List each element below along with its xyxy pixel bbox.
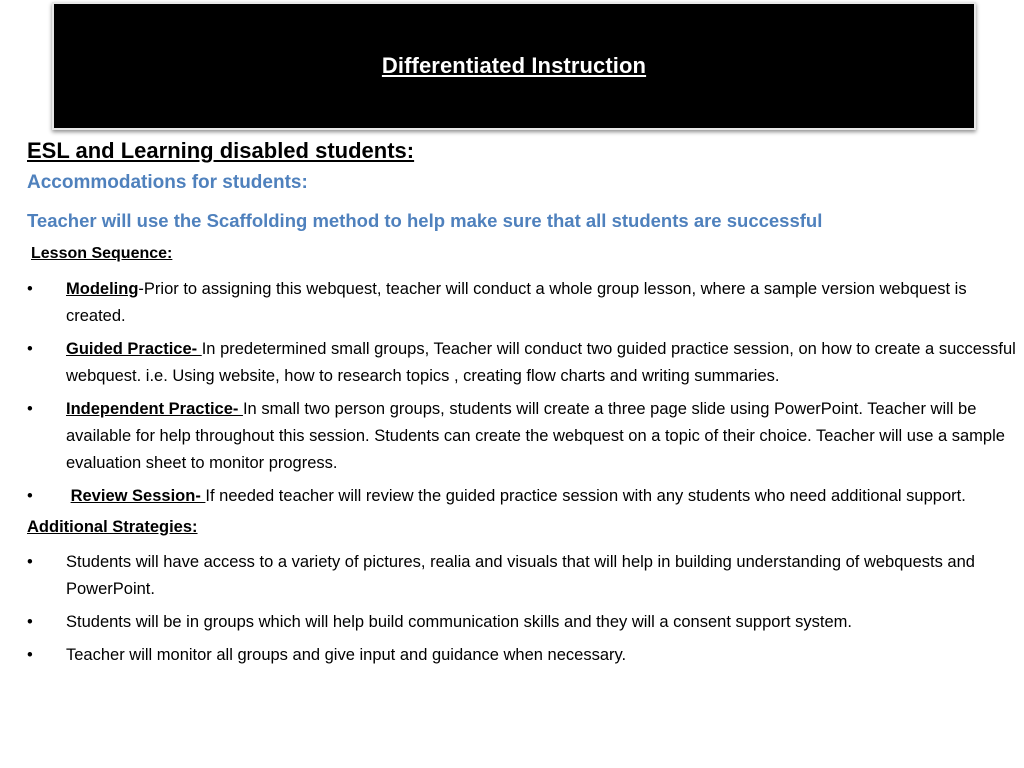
term-modeling: Modeling: [66, 280, 139, 298]
accommodations-heading: Accommodations for students:: [27, 172, 308, 193]
term-review-session: Review Session-: [70, 487, 206, 505]
list-item: [27, 609, 1017, 636]
item-text: Students will be in groups which will help build communication skills and they will a consent support system.: [66, 613, 852, 631]
list-item: [27, 396, 1017, 477]
term-independent-practice: Independent Practice-: [66, 400, 243, 418]
lesson-sequence-list: [27, 276, 1017, 510]
title-banner: [52, 2, 976, 130]
additional-strategies-label: Additional Strategies:: [27, 518, 198, 536]
bullet: •: [27, 487, 33, 505]
item-text: Teacher will monitor all groups and give input and guidance when necessary.: [66, 646, 627, 664]
additional-strategies-list: [27, 549, 1017, 669]
slide-title: Differentiated Instruction: [381, 53, 647, 78]
item-text: Students will have access to a variety of pictures, realia and visuals that will help in building understanding of webquests and PowerPoint.: [66, 553, 975, 598]
slide-content: [27, 136, 1017, 675]
bullet: •: [27, 340, 33, 358]
bullet: •: [27, 553, 33, 571]
scaffolding-heading: Teacher will use the Scaffolding method to help make sure that all students are successful: [27, 210, 823, 231]
list-item: [27, 276, 1017, 330]
bullet: •: [27, 400, 33, 418]
term-guided-practice: Guided Practice-: [66, 340, 202, 358]
item-text: If needed teacher will review the guided practice session with any students who need additional support.: [205, 487, 966, 505]
bullet: •: [27, 613, 33, 631]
item-text: In small two person groups, students will create a three page slide using PowerPoint. Teacher will be available for help throughout this session. Students can create the webquest on a topic of their choice. Teacher will use a sample evaluation sheet to monitor progress.: [66, 400, 1005, 472]
bullet: •: [27, 646, 33, 664]
lesson-sequence-label: [27, 243, 1017, 276]
main-heading: ESL and Learning disabled students:: [27, 138, 415, 163]
lesson-sequence-text: Lesson Sequence:: [31, 245, 173, 262]
item-text: -Prior to assigning this webquest, teacher will conduct a whole group lesson, where a sample version webquest is created.: [66, 280, 967, 325]
list-item: [27, 483, 1017, 510]
bullet: •: [27, 280, 33, 298]
list-item: [27, 336, 1017, 390]
item-text: In predetermined small groups, Teacher will conduct two guided practice session, on how to create a successful webquest. i.e. Using website, how to research topics , creating flow charts and writing summaries.: [66, 340, 1016, 385]
list-item: [27, 549, 1017, 603]
list-item: [27, 642, 1017, 669]
